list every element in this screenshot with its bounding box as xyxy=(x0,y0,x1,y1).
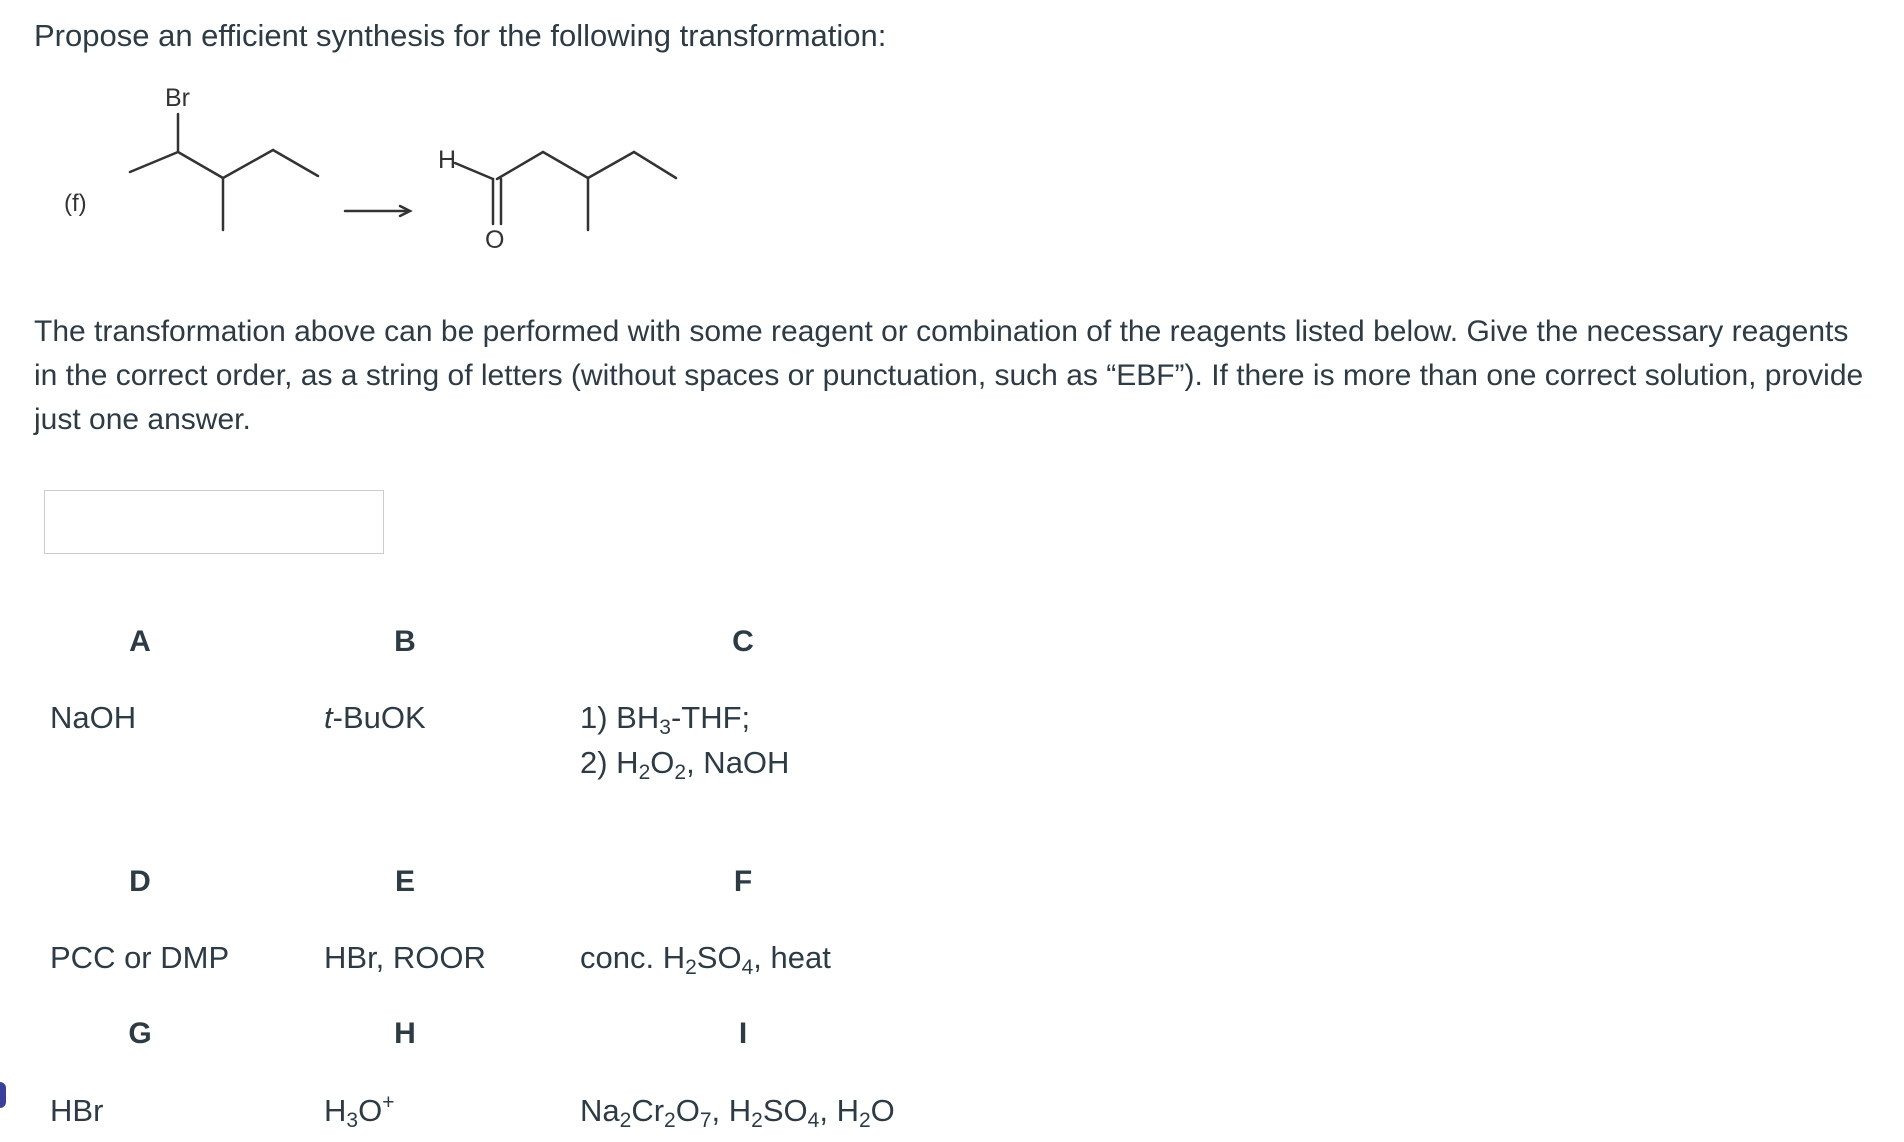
reagent-letter-e: E xyxy=(394,865,415,898)
instructions-text: The transformation above can be performed with some reagent or combination of the reagents listed below. Give the necessary reagents in the correct order, as a string of letters (without spaces or punctuation, such as “EBF”). If there is more than one correct solution, provide just one answer. xyxy=(34,315,1864,436)
reagent-letter-h: H xyxy=(394,1017,416,1050)
question-prompt: Propose an efficient synthesis for the following transformation: xyxy=(34,18,887,53)
reagent-c-line2: 2) $H_2O_2$, NaOH xyxy=(580,745,790,784)
product-bond xyxy=(588,152,634,178)
reagent-letter-b: B xyxy=(394,625,416,658)
reactant-bond xyxy=(223,150,273,178)
reaction-scheme xyxy=(120,76,680,256)
reagent-letter-c: C xyxy=(732,625,754,658)
reactant-bond xyxy=(178,152,223,178)
reagent-d: PCC or DMP xyxy=(50,940,230,975)
answer-input[interactable] xyxy=(44,490,384,554)
product-h-bond xyxy=(455,163,493,179)
reagent-letter-f: F xyxy=(733,865,753,898)
reagent-letter-i: I xyxy=(738,1017,748,1050)
product-bond xyxy=(634,152,676,178)
reagent-e: HBr, ROOR xyxy=(324,940,486,975)
reagent-c xyxy=(580,695,789,785)
edge-marker xyxy=(0,1082,6,1108)
reagent-h: $H_3O^+$ xyxy=(324,1091,395,1132)
product-bond xyxy=(497,152,543,179)
reagent-a: NaOH xyxy=(50,700,137,735)
product-bond xyxy=(543,152,588,178)
reagent-b-rest: -BuOK xyxy=(332,700,426,735)
reagent-letter-a: A xyxy=(129,625,151,658)
reagent-i: $Na_2Cr_2O_7$, $H_2SO_4$, $H_2O$ xyxy=(580,1093,895,1132)
reactant-bond xyxy=(130,152,178,172)
part-label: (f) xyxy=(64,190,87,217)
hydrogen-label: H xyxy=(438,146,457,174)
reagent-letter-d: D xyxy=(129,865,151,898)
reagent-g: HBr xyxy=(50,1093,104,1128)
reagent-letter-g: G xyxy=(128,1017,152,1050)
reagent-f: conc. $H_2SO_4$, heat xyxy=(580,940,831,979)
bromine-label: Br xyxy=(165,84,190,112)
oxygen-label: O xyxy=(485,226,505,254)
reagent-b xyxy=(324,695,426,740)
reagent-b-italic: t xyxy=(324,700,333,735)
reactant-bond xyxy=(273,150,318,176)
reagent-c-line1: 1) $BH_3$-THF; xyxy=(580,700,751,739)
